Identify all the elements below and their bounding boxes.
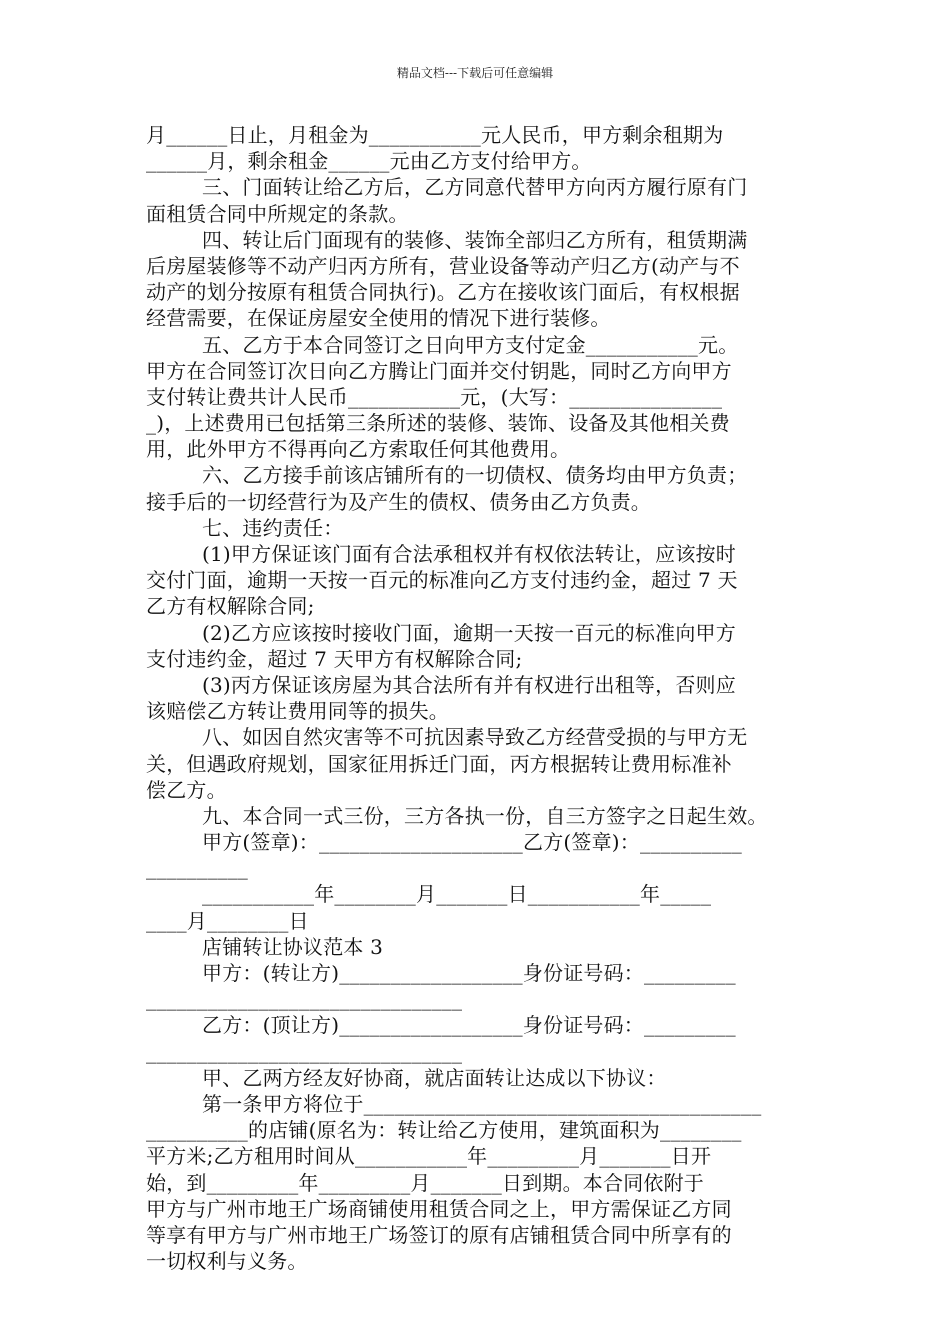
text-line: 六、乙方接手前该店铺所有的一切债权、债务均由甲方负责； xyxy=(202,463,748,488)
text-line: 接手后的一切经营行为及产生的债权、债务由乙方负责。 xyxy=(146,489,651,514)
text-line: ______月，剩余租金______元由乙方支付给甲方。 xyxy=(146,149,592,174)
text-line: (2)乙方应该按时接收门面，逾期一天按一百元的标准向甲方 xyxy=(202,620,736,645)
text-line: 七、违约责任： xyxy=(202,515,344,540)
text-line: 用，此外甲方不得再向乙方索取任何其他费用。 xyxy=(146,437,571,462)
text-line: 一切权利与义务。 xyxy=(146,1249,308,1274)
text-line: 店铺转让协议范本 3 xyxy=(202,934,384,959)
text-line: 甲方：(转让方)__________________身份证号码：_________ xyxy=(202,961,736,985)
text-line: _______________________________ xyxy=(146,1039,463,1064)
text-line: 甲方与广州市地王广场商铺使用租赁合同之上，甲方需保证乙方同 xyxy=(146,1196,732,1221)
text-line: 等享有甲方与广州市地王广场签订的原有店铺租赁合同中所享有的 xyxy=(146,1222,732,1247)
text-line: ___________年________月_______日___________年_____ xyxy=(202,882,712,907)
text-line: 五、乙方于本合同签订之日向甲方支付定金___________元。 xyxy=(202,332,739,357)
text-line: 平方米;乙方租用时间从___________年_________月_______日开 xyxy=(146,1144,712,1169)
text-line: 四、转让后门面现有的装修、装饰全部归乙方所有，租赁期满 xyxy=(202,227,748,252)
text-line: __________ xyxy=(146,856,248,881)
text-line: 甲方(签章)：____________________乙方(签章)：__________ xyxy=(202,830,743,855)
text-line: 支付违约金，超过 7 天甲方有权解除合同; xyxy=(146,646,523,671)
page-header: 精品文档---下载后可任意编辑 xyxy=(396,66,554,80)
text-line: 动产的划分按原有租赁合同执行)。乙方在接收该门面后，有权根据 xyxy=(146,280,740,305)
text-line: __________的店铺(原名为：转让给乙方使用，建筑面积为________ xyxy=(146,1118,742,1143)
text-line: 交付门面，逾期一天按一百元的标准向乙方支付违约金，超过 7 天 xyxy=(146,568,738,593)
text-line: 九、本合同一式三份，三方各执一份，自三方签字之日起生效。 xyxy=(202,803,768,828)
text-line: 甲、乙两方经友好协商，就店面转让达成以下协议： xyxy=(202,1065,667,1090)
text-line: 始，到_________年_________月_______日到期。本合同依附于 xyxy=(146,1170,704,1195)
text-line: 乙方：(顶让方)__________________身份证号码：_________ xyxy=(202,1013,736,1038)
text-line: 偿乙方。 xyxy=(146,777,227,802)
text-line: 第一条甲方将位于_______________________________________ xyxy=(202,1091,762,1116)
text-line: 该赔偿乙方转让费用同等的损失。 xyxy=(146,699,449,724)
text-line: 八、如因自然灾害等不可抗因素导致乙方经营受损的与甲方无 xyxy=(202,725,748,750)
text-line: (1)甲方保证该门面有合法承租权并有权依法转让，应该按时 xyxy=(202,542,736,566)
text-line: ____月________日 xyxy=(146,908,309,933)
text-line: 关，但遇政府规划，国家征用拆迁门面，丙方根据转让费用标准补 xyxy=(146,751,732,776)
text-line: 后房屋装修等不动产归丙方所有，营业设备等动产归乙方(动产与不 xyxy=(146,253,740,278)
text-line: 甲方在合同签订次日向乙方腾让门面并交付钥匙，同时乙方向甲方 xyxy=(146,358,732,383)
document-body xyxy=(146,122,810,1274)
text-line: 面租赁合同中所规定的条款。 xyxy=(146,201,409,226)
text-line: _______________________________ xyxy=(146,987,463,1012)
text-line: 三、门面转让给乙方后，乙方同意代替甲方向丙方履行原有门 xyxy=(202,175,748,200)
text-line: 支付转让费共计人民币___________元，(大写：_______________ xyxy=(146,384,723,409)
text-line: 乙方有权解除合同; xyxy=(146,594,315,619)
text-line: (3)丙方保证该房屋为其合法所有并有权进行出租等，否则应 xyxy=(202,672,736,697)
text-line: 月______日止，月租金为___________元人民币，甲方剩余租期为 xyxy=(146,123,724,147)
text-line: 经营需要，在保证房屋安全使用的情况下进行装修。 xyxy=(146,306,611,331)
text-line: _)，上述费用已包括第三条所述的装修、装饰、设备及其他相关费 xyxy=(146,411,730,436)
